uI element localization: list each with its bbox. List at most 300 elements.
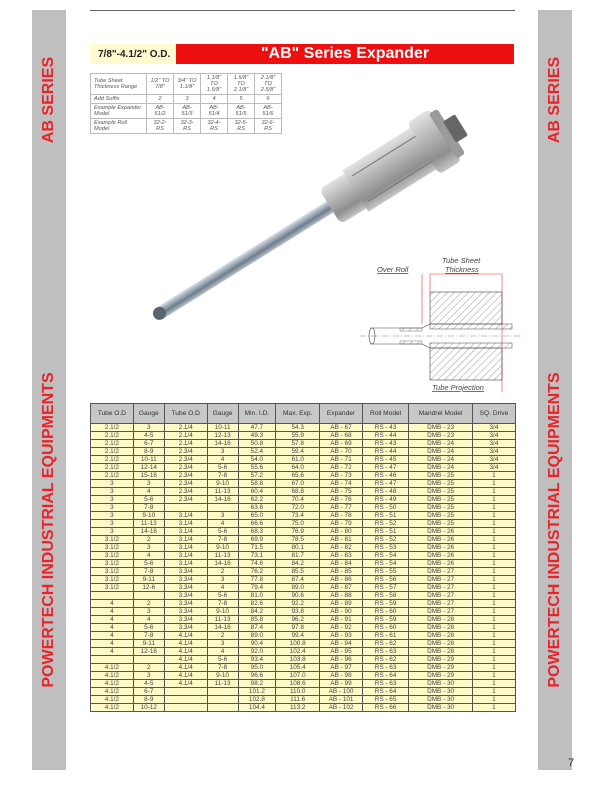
table-cell: DMB - 28 bbox=[409, 632, 473, 640]
table-cell: RS - 47 bbox=[362, 464, 409, 472]
table-row bbox=[91, 488, 516, 496]
table-cell: 67.0 bbox=[276, 480, 320, 488]
table-cell: 7-8 bbox=[207, 472, 238, 480]
spec-cell: 2.1/8" TO 2.5/8" bbox=[255, 74, 282, 95]
table-cell: AB - 97 bbox=[320, 664, 363, 672]
table-cell: 7-8 bbox=[133, 632, 164, 640]
table-cell: 8-9 bbox=[133, 448, 164, 456]
table-cell: 99.4 bbox=[276, 632, 320, 640]
table-cell: 1 bbox=[472, 552, 515, 560]
table-cell: 3 bbox=[133, 672, 164, 680]
table-row bbox=[91, 696, 516, 704]
specifications-table bbox=[90, 403, 516, 712]
table-row bbox=[91, 496, 516, 504]
table-cell: 4 bbox=[207, 520, 238, 528]
table-cell: 9-10 bbox=[207, 480, 238, 488]
table-cell: RS - 51 bbox=[362, 528, 409, 536]
table-cell: 1 bbox=[472, 584, 515, 592]
table-row bbox=[91, 632, 516, 640]
table-cell: AB - 100 bbox=[320, 688, 363, 696]
table-cell: DMB - 26 bbox=[409, 528, 473, 536]
table-cell: AB - 87 bbox=[320, 584, 363, 592]
table-cell: RS - 52 bbox=[362, 536, 409, 544]
table-cell: 3 bbox=[207, 640, 238, 648]
table-cell: 65.6 bbox=[276, 472, 320, 480]
table-cell: 10-11 bbox=[133, 456, 164, 464]
table-cell: 54.3 bbox=[276, 424, 320, 432]
table-cell: AB - 89 bbox=[320, 600, 363, 608]
table-row bbox=[91, 424, 516, 432]
table-cell: 11-13 bbox=[207, 488, 238, 496]
table-cell: 2.3/4 bbox=[164, 480, 207, 488]
table-cell: 2 bbox=[133, 600, 164, 608]
table-cell: 110.0 bbox=[276, 688, 320, 696]
table-cell: 5-6 bbox=[133, 496, 164, 504]
tube-sheet-label: Tube Sheet bbox=[442, 256, 481, 265]
table-cell: AB - 91 bbox=[320, 616, 363, 624]
table-cell: RS - 53 bbox=[362, 544, 409, 552]
table-cell: DMB - 26 bbox=[409, 536, 473, 544]
table-cell: 12-14 bbox=[133, 464, 164, 472]
table-cell: RS - 44 bbox=[362, 432, 409, 440]
table-cell: 87.4 bbox=[276, 576, 320, 584]
table-cell: 1 bbox=[472, 640, 515, 648]
column-header: SQ. Drive bbox=[472, 404, 515, 424]
table-cell: 6-7 bbox=[133, 440, 164, 448]
table-cell: 3.1/2 bbox=[91, 584, 134, 592]
table-cell: RS - 60 bbox=[362, 624, 409, 632]
spec-cell: 5 bbox=[228, 95, 255, 104]
column-header: Gauge bbox=[207, 404, 238, 424]
table-cell: 12-13 bbox=[207, 432, 238, 440]
table-cell: DMB - 30 bbox=[409, 696, 473, 704]
table-cell: 3.3/4 bbox=[164, 592, 207, 600]
table-cell bbox=[207, 504, 238, 512]
table-cell: AB - 67 bbox=[320, 424, 363, 432]
top-divider bbox=[90, 10, 515, 11]
table-cell: 3.3/4 bbox=[164, 600, 207, 608]
table-cell: DMB - 23 bbox=[409, 432, 473, 440]
table-cell: 2.1/2 bbox=[91, 424, 134, 432]
table-cell: DMB - 25 bbox=[409, 480, 473, 488]
sidebar-series-label: AB SERIES bbox=[40, 56, 57, 144]
table-cell: 111.6 bbox=[276, 696, 320, 704]
table-cell: 73.4 bbox=[276, 512, 320, 520]
table-cell: 68.8 bbox=[276, 488, 320, 496]
table-cell: 9-10 bbox=[133, 512, 164, 520]
table-cell: AB - 98 bbox=[320, 672, 363, 680]
spec-cell: 3 bbox=[174, 95, 201, 104]
table-cell: 55.6 bbox=[238, 464, 276, 472]
spec-cell: 1.5/8" TO 2.1/8" bbox=[228, 74, 255, 95]
table-cell: AB - 70 bbox=[320, 448, 363, 456]
table-cell bbox=[207, 696, 238, 704]
table-cell: RS - 50 bbox=[362, 504, 409, 512]
table-cell: 1 bbox=[472, 496, 515, 504]
table-row bbox=[91, 680, 516, 688]
table-cell: 3.1/2 bbox=[91, 560, 134, 568]
table-cell bbox=[91, 656, 134, 664]
table-cell: 104.4 bbox=[238, 704, 276, 712]
table-cell: 92.2 bbox=[276, 600, 320, 608]
table-cell: 3 bbox=[133, 480, 164, 488]
table-cell bbox=[164, 704, 207, 712]
table-cell: 2.1/4 bbox=[164, 424, 207, 432]
table-cell: 63.6 bbox=[238, 504, 276, 512]
table-cell: 3.1/4 bbox=[164, 536, 207, 544]
spec-cell: 32-3-RS bbox=[174, 119, 201, 134]
table-cell: AB - 82 bbox=[320, 544, 363, 552]
table-cell: 1 bbox=[472, 544, 515, 552]
spec-cell: 4 bbox=[201, 95, 228, 104]
table-cell: RS - 45 bbox=[362, 456, 409, 464]
table-row bbox=[91, 472, 516, 480]
table-cell: 9-11 bbox=[133, 640, 164, 648]
table-cell: 1 bbox=[472, 512, 515, 520]
table-row bbox=[91, 704, 516, 712]
table-cell: AB - 76 bbox=[320, 496, 363, 504]
table-cell: RS - 65 bbox=[362, 696, 409, 704]
column-header: Gauge bbox=[133, 404, 164, 424]
table-cell: 11-13 bbox=[133, 520, 164, 528]
table-cell: 3.3/4 bbox=[164, 576, 207, 584]
table-cell: 3 bbox=[207, 448, 238, 456]
table-cell: 4.1/4 bbox=[164, 632, 207, 640]
left-sidebar bbox=[32, 10, 66, 770]
table-cell: RS - 52 bbox=[362, 520, 409, 528]
table-row bbox=[91, 552, 516, 560]
table-cell: 1 bbox=[472, 528, 515, 536]
table-cell: RS - 57 bbox=[362, 584, 409, 592]
table-cell: 1 bbox=[472, 624, 515, 632]
table-row bbox=[91, 616, 516, 624]
table-row bbox=[91, 672, 516, 680]
table-cell: 85.8 bbox=[238, 616, 276, 624]
column-header: Tube O.D bbox=[164, 404, 207, 424]
table-cell bbox=[207, 688, 238, 696]
table-cell: 3.1/2 bbox=[91, 536, 134, 544]
table-cell: RS - 48 bbox=[362, 488, 409, 496]
table-cell: DMB - 29 bbox=[409, 656, 473, 664]
table-cell: 97.8 bbox=[276, 624, 320, 632]
table-cell: RS - 55 bbox=[362, 568, 409, 576]
table-cell: 3.3/4 bbox=[164, 616, 207, 624]
table-cell: 3 bbox=[91, 504, 134, 512]
table-cell: 65.0 bbox=[238, 512, 276, 520]
table-row bbox=[91, 448, 516, 456]
table-cell: 3.1/4 bbox=[164, 512, 207, 520]
spec-cell: AB-51/3 bbox=[174, 104, 201, 119]
table-cell: AB - 92 bbox=[320, 624, 363, 632]
table-cell: 3 bbox=[91, 488, 134, 496]
table-cell: 2 bbox=[133, 664, 164, 672]
over-roll-label: Over Roll bbox=[377, 265, 409, 274]
spec-row bbox=[91, 74, 282, 95]
table-cell: RS - 63 bbox=[362, 664, 409, 672]
table-cell: DMB - 27 bbox=[409, 608, 473, 616]
table-cell: 4.1/4 bbox=[164, 640, 207, 648]
table-cell: AB - 68 bbox=[320, 432, 363, 440]
table-cell: 4 bbox=[91, 648, 134, 656]
table-cell: DMB - 26 bbox=[409, 544, 473, 552]
column-header: Tube O.D bbox=[91, 404, 134, 424]
table-cell: 96.2 bbox=[276, 616, 320, 624]
table-cell: 96.6 bbox=[238, 672, 276, 680]
table-cell: DMB - 27 bbox=[409, 584, 473, 592]
table-cell: 10-11 bbox=[207, 424, 238, 432]
table-cell: 49.3 bbox=[238, 432, 276, 440]
table-cell: 1 bbox=[472, 680, 515, 688]
table-cell: 2.3/4 bbox=[164, 472, 207, 480]
table-cell: 4.1/2 bbox=[91, 672, 134, 680]
table-cell bbox=[164, 688, 207, 696]
table-cell: 5-6 bbox=[133, 560, 164, 568]
table-cell: 100.8 bbox=[276, 640, 320, 648]
table-cell: 3.1/2 bbox=[91, 568, 134, 576]
table-cell: 3/4 bbox=[472, 456, 515, 464]
table-cell: 4.1/4 bbox=[164, 648, 207, 656]
table-cell: 3.1/2 bbox=[91, 552, 134, 560]
table-cell: 3.1/2 bbox=[91, 544, 134, 552]
table-cell: 1 bbox=[472, 536, 515, 544]
table-cell: DMB - 30 bbox=[409, 680, 473, 688]
table-cell: 3.3/4 bbox=[164, 624, 207, 632]
spec-cell: AB-51/5 bbox=[228, 104, 255, 119]
table-cell: 14-16 bbox=[207, 560, 238, 568]
sidebar-company-label: POWERTECH INDUSTRIAL EQUIPMENTS bbox=[40, 372, 57, 688]
table-cell: DMB - 27 bbox=[409, 568, 473, 576]
table-cell: AB - 75 bbox=[320, 488, 363, 496]
spec-row-label: Example Roll Model bbox=[91, 119, 147, 134]
table-cell: 1 bbox=[472, 632, 515, 640]
table-cell: DMB - 25 bbox=[409, 472, 473, 480]
table-cell: RS - 59 bbox=[362, 600, 409, 608]
table-cell: 102.4 bbox=[276, 648, 320, 656]
table-cell: AB - 88 bbox=[320, 592, 363, 600]
table-cell: RS - 51 bbox=[362, 512, 409, 520]
table-cell: AB - 95 bbox=[320, 648, 363, 656]
table-cell: DMB - 24 bbox=[409, 456, 473, 464]
table-cell: 1 bbox=[472, 648, 515, 656]
table-cell: 1 bbox=[472, 520, 515, 528]
table-cell: AB - 84 bbox=[320, 560, 363, 568]
table-cell: 47.7 bbox=[238, 424, 276, 432]
table-cell: 1 bbox=[472, 560, 515, 568]
table-cell: DMB - 25 bbox=[409, 520, 473, 528]
table-row bbox=[91, 576, 516, 584]
table-cell: 52.4 bbox=[238, 448, 276, 456]
table-cell: 80.1 bbox=[276, 544, 320, 552]
table-cell: 78.5 bbox=[276, 536, 320, 544]
table-cell: 4 bbox=[91, 600, 134, 608]
table-cell: 5-6 bbox=[207, 528, 238, 536]
table-cell: 3 bbox=[91, 520, 134, 528]
column-header: Max. Exp. bbox=[276, 404, 320, 424]
table-cell: RS - 43 bbox=[362, 424, 409, 432]
column-header: Min. I.D. bbox=[238, 404, 276, 424]
table-cell: AB - 96 bbox=[320, 656, 363, 664]
table-cell: 75.0 bbox=[276, 520, 320, 528]
right-sidebar bbox=[538, 10, 575, 770]
table-cell: 3 bbox=[133, 424, 164, 432]
table-cell: 3 bbox=[91, 480, 134, 488]
table-row bbox=[91, 544, 516, 552]
spec-row-label: Add Suffix bbox=[91, 95, 147, 104]
spec-cell: 1/2" TO 7/8" bbox=[147, 74, 174, 95]
spec-cell: 32-6-RS bbox=[255, 119, 282, 134]
table-cell: DMB - 25 bbox=[409, 512, 473, 520]
table-cell: 7-8 bbox=[207, 600, 238, 608]
sidebar-company-label: POWERTECH INDUSTRIAL EQUIPMENTS bbox=[546, 372, 563, 688]
table-cell: 90.4 bbox=[238, 640, 276, 648]
table-cell: DMB - 28 bbox=[409, 624, 473, 632]
table-cell: 1 bbox=[472, 600, 515, 608]
table-cell: 4 bbox=[91, 616, 134, 624]
table-cell: 3.3/4 bbox=[164, 568, 207, 576]
table-cell: 6-7 bbox=[133, 688, 164, 696]
table-row bbox=[91, 560, 516, 568]
table-cell: 4 bbox=[207, 584, 238, 592]
table-cell: 70.4 bbox=[276, 496, 320, 504]
table-cell: 60.4 bbox=[238, 488, 276, 496]
table-cell: 2 bbox=[207, 632, 238, 640]
spec-cell: 1.1/8" TO 1.5/8" bbox=[201, 74, 228, 95]
table-cell: 3 bbox=[133, 608, 164, 616]
spec-row-label: Example Expander Model bbox=[91, 104, 147, 119]
table-cell: AB - 83 bbox=[320, 552, 363, 560]
table-cell: RS - 63 bbox=[362, 680, 409, 688]
table-cell: 12-6 bbox=[133, 584, 164, 592]
table-cell: 4 bbox=[91, 632, 134, 640]
table-cell: RS - 60 bbox=[362, 608, 409, 616]
table-cell: AB - 85 bbox=[320, 568, 363, 576]
table-cell: 3 bbox=[207, 576, 238, 584]
table-cell: 61.0 bbox=[276, 456, 320, 464]
table-cell: 68.3 bbox=[238, 528, 276, 536]
table-cell: 84.2 bbox=[276, 560, 320, 568]
spec-cell: 32-2-RS bbox=[147, 119, 174, 134]
table-row bbox=[91, 512, 516, 520]
table-cell: 2.3/4 bbox=[164, 488, 207, 496]
table-cell: 4-5 bbox=[133, 432, 164, 440]
page-number: 7 bbox=[568, 757, 575, 769]
table-cell: 1 bbox=[472, 688, 515, 696]
table-cell: 3.1/4 bbox=[164, 560, 207, 568]
table-cell: 89.0 bbox=[238, 632, 276, 640]
table-cell: 93.4 bbox=[238, 656, 276, 664]
table-cell: RS - 64 bbox=[362, 688, 409, 696]
table-cell: 92.0 bbox=[238, 648, 276, 656]
table-cell: 4.1/4 bbox=[164, 672, 207, 680]
table-cell: AB - 86 bbox=[320, 576, 363, 584]
table-cell: 3 bbox=[207, 512, 238, 520]
table-cell: 14-16 bbox=[207, 496, 238, 504]
table-row bbox=[91, 568, 516, 576]
table-cell: 7-8 bbox=[207, 536, 238, 544]
table-cell: 7-8 bbox=[133, 504, 164, 512]
thickness-label: Thickness bbox=[445, 265, 479, 274]
table-row bbox=[91, 440, 516, 448]
table-cell: AB - 77 bbox=[320, 504, 363, 512]
table-cell: AB - 71 bbox=[320, 456, 363, 464]
table-cell: 66.6 bbox=[238, 520, 276, 528]
tube-projection-label: Tube Projection bbox=[432, 383, 484, 392]
table-cell: AB - 72 bbox=[320, 464, 363, 472]
table-row bbox=[91, 456, 516, 464]
table-cell: 57.2 bbox=[238, 472, 276, 480]
table-cell: 4 bbox=[91, 640, 134, 648]
table-cell: 76.2 bbox=[238, 568, 276, 576]
table-cell: 64.0 bbox=[276, 464, 320, 472]
table-cell: 71.5 bbox=[238, 544, 276, 552]
table-cell: 3/4 bbox=[472, 464, 515, 472]
table-cell: DMB - 25 bbox=[409, 488, 473, 496]
table-cell: 1 bbox=[472, 696, 515, 704]
table-cell: 101.2 bbox=[238, 688, 276, 696]
table-cell: AB - 78 bbox=[320, 512, 363, 520]
table-cell: 3 bbox=[133, 544, 164, 552]
spec-cell: 3/4" TO 1.1/8" bbox=[174, 74, 201, 95]
table-cell: 3/4 bbox=[472, 440, 515, 448]
table-cell bbox=[207, 704, 238, 712]
table-cell: 7-8 bbox=[207, 664, 238, 672]
column-header: Roll Model bbox=[362, 404, 409, 424]
spec-cell: 32-5-RS bbox=[228, 119, 255, 134]
table-cell: 5-6 bbox=[207, 592, 238, 600]
page-title: "AB" Series Expander bbox=[176, 44, 514, 64]
table-cell: AB - 73 bbox=[320, 472, 363, 480]
table-cell: 3.1/4 bbox=[164, 520, 207, 528]
table-cell: 3/4 bbox=[472, 424, 515, 432]
table-cell: RS - 46 bbox=[362, 472, 409, 480]
table-cell: 4.1/2 bbox=[91, 680, 134, 688]
table-cell: DMB - 28 bbox=[409, 616, 473, 624]
table-cell: 3 bbox=[91, 512, 134, 520]
table-cell: 14-16 bbox=[133, 528, 164, 536]
table-cell: 4.1/2 bbox=[91, 664, 134, 672]
table-cell: 3 bbox=[91, 528, 134, 536]
table-cell: 14-16 bbox=[207, 624, 238, 632]
table-cell: 82.6 bbox=[238, 600, 276, 608]
table-cell: 105.4 bbox=[276, 664, 320, 672]
table-cell: 3/4 bbox=[472, 448, 515, 456]
table-cell: RS - 56 bbox=[362, 576, 409, 584]
table-cell: 4.1/4 bbox=[164, 664, 207, 672]
table-row bbox=[91, 608, 516, 616]
column-header: Expander bbox=[320, 404, 363, 424]
table-cell: RS - 64 bbox=[362, 672, 409, 680]
table-cell: 2.1/2 bbox=[91, 448, 134, 456]
table-row bbox=[91, 480, 516, 488]
table-cell: 76.9 bbox=[276, 528, 320, 536]
table-cell: 2.1/4 bbox=[164, 432, 207, 440]
table-cell: RS - 62 bbox=[362, 640, 409, 648]
table-cell: 59.4 bbox=[276, 448, 320, 456]
table-cell: RS - 63 bbox=[362, 648, 409, 656]
table-cell: 1 bbox=[472, 504, 515, 512]
table-cell: 108.6 bbox=[276, 680, 320, 688]
table-cell: 107.0 bbox=[276, 672, 320, 680]
table-cell: 2.3/4 bbox=[164, 496, 207, 504]
table-cell: 3 bbox=[91, 496, 134, 504]
table-cell: 11-13 bbox=[207, 552, 238, 560]
table-cell: 11-13 bbox=[207, 616, 238, 624]
table-cell: 3.3/4 bbox=[164, 608, 207, 616]
table-cell: 3.1/4 bbox=[164, 528, 207, 536]
table-row bbox=[91, 584, 516, 592]
table-cell: 79.4 bbox=[238, 584, 276, 592]
table-cell: 9-10 bbox=[207, 672, 238, 680]
